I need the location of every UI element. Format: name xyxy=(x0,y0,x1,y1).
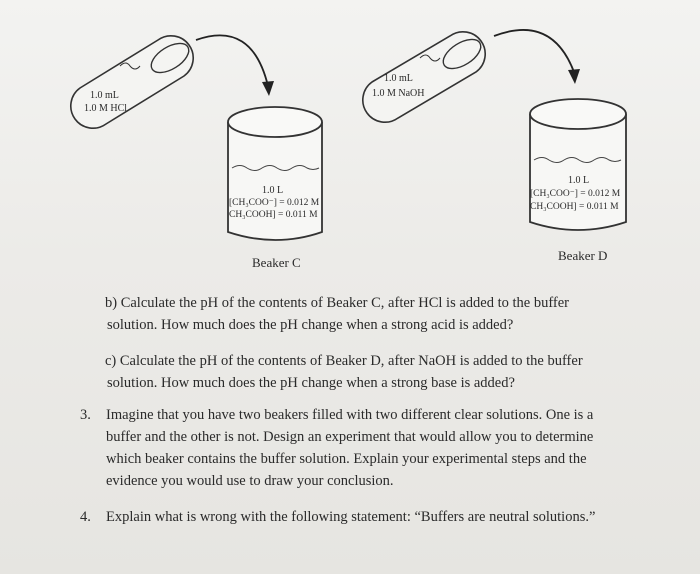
tube-d-solution: 1.0 M NaOH xyxy=(372,88,425,99)
question-4-line-1: Explain what is wrong with the following statement: “Buffers are neutral solutions.” xyxy=(106,509,596,525)
question-c-line-1: c) Calculate the pH of the contents of Beaker D, after NaOH is added to the buffer xyxy=(105,353,583,369)
question-c-line-2: solution. How much does the pH change when a strong base is added? xyxy=(107,375,515,391)
beaker-c-volume: 1.0 L xyxy=(262,185,284,196)
beaker-c-acid: CH₃COOH] = 0.011 M xyxy=(229,210,318,220)
question-4 xyxy=(80,506,596,528)
beaker-c-label: Beaker C xyxy=(252,255,301,270)
question-b-line-2: solution. How much does the pH change when a strong acid is added? xyxy=(107,317,514,333)
question-3-line-1: Imagine that you have two beakers filled with two different clear solutions. One is a xyxy=(106,407,594,423)
question-3-line-3: which beaker contains the buffer solution. Explain your experimental steps and the xyxy=(106,451,587,467)
beaker-d-volume: 1.0 L xyxy=(568,175,590,186)
question-4-number: 4. xyxy=(80,509,91,525)
test-tube-naoh xyxy=(363,32,486,122)
question-3-number: 3. xyxy=(80,407,91,423)
beaker-d xyxy=(530,99,626,230)
beaker-c-acetate: [CH₃COO⁻] = 0.012 M xyxy=(229,198,320,208)
beaker-d-label: Beaker D xyxy=(558,248,608,263)
question-c xyxy=(105,350,583,394)
beaker-c xyxy=(228,107,322,240)
tube-c-volume: 1.0 mL xyxy=(90,90,119,101)
arrow-to-beaker-c xyxy=(196,35,274,96)
arrow-to-beaker-d xyxy=(494,30,580,84)
tube-c-solution: 1.0 M HCl xyxy=(84,103,128,114)
question-3-line-4: evidence you would use to draw your conclusion. xyxy=(106,473,394,489)
beaker-d-acetate: [CH₃COO⁻] = 0.012 M xyxy=(530,189,621,199)
question-b xyxy=(105,292,569,336)
question-b-line-1: b) Calculate the pH of the contents of Beaker C, after HCl is added to the buffer xyxy=(105,295,569,311)
question-3 xyxy=(80,404,594,492)
test-tube-hcl xyxy=(71,36,194,128)
beaker-d-acid: CH₃COOH] = 0.011 M xyxy=(530,202,619,212)
tube-d-volume: 1.0 mL xyxy=(384,73,413,84)
question-3-line-2: buffer and the other is not. Design an experiment that would allow you to determine xyxy=(106,429,594,445)
